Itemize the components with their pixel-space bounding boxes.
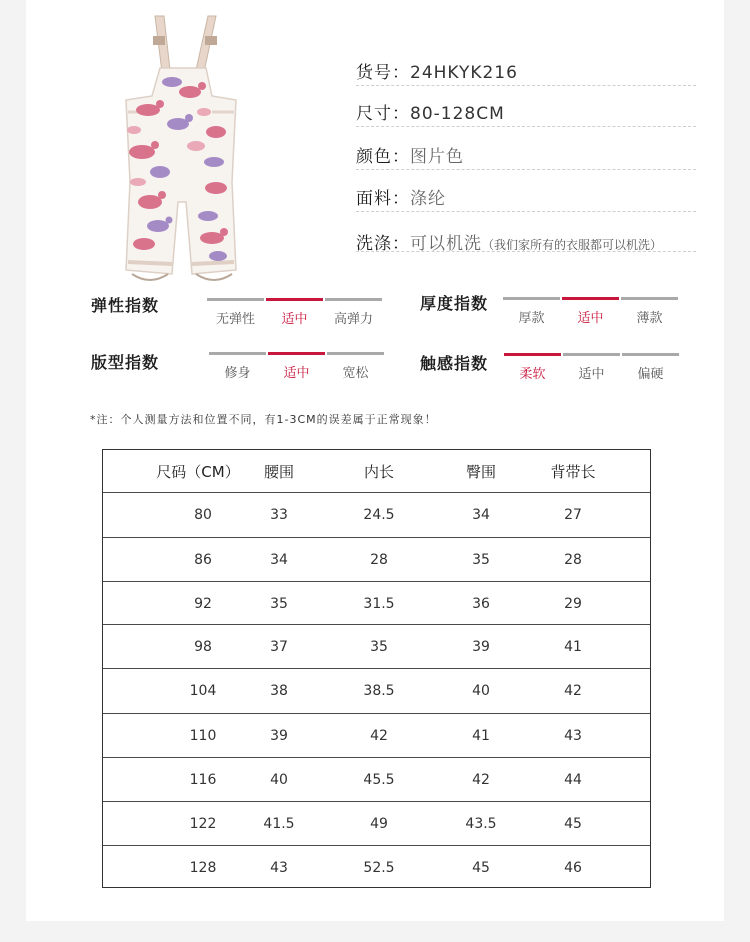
table-cell: 98 [194,638,212,655]
table-cell: 41.5 [263,815,295,832]
table-cell: 43.5 [465,815,497,832]
table-cell: 28 [564,551,582,568]
table-cell: 33 [270,506,288,523]
table-cell: 43 [270,859,288,876]
spec-size [356,99,696,127]
scale-option-selected: 柔软 [504,353,561,382]
elasticity-index-title: 弹性指数 [91,296,160,315]
header-cell: 腰围 [263,462,294,481]
spec-fabric [356,184,696,212]
table-cell: 45 [564,815,582,832]
spec-label: 面料： [356,189,410,209]
scale-option: 无弹性 [207,298,264,327]
table-cell: 116 [189,771,217,788]
table-cell: 39 [270,727,288,744]
table-cell: 27 [564,506,582,523]
scale-option: 适中 [563,353,620,382]
table-cell: 24.5 [363,506,395,523]
table-cell: 31.5 [363,595,395,612]
scale-option: 高弹力 [325,298,382,327]
table-cell: 80 [194,506,212,523]
thickness-index-title: 厚度指数 [420,294,489,313]
spec-value: 24HKYK216 [410,63,518,83]
table-cell: 42 [472,771,490,788]
table-cell: 38 [270,682,288,699]
spec-washing [356,229,696,252]
touch-scale [504,353,679,382]
table-cell: 43 [564,727,582,744]
spec-value: 图片色 [410,147,464,167]
size-table [102,449,651,888]
spec-value: 涤纶 [410,189,446,209]
header-cell: 臀围 [465,462,496,481]
table-cell: 29 [564,595,582,612]
scale-option-selected: 适中 [562,297,619,326]
table-row [103,492,650,536]
table-cell: 42 [370,727,388,744]
thickness-scale [503,297,678,326]
table-cell: 35 [370,638,388,655]
product-image [120,12,242,282]
spec-value: 可以机洗 [410,234,482,254]
table-row [103,537,650,581]
scale-option-selected: 适中 [268,352,325,381]
spec-note: （我们家所有的衣服都可以机洗） [482,238,663,252]
table-row [103,713,650,757]
table-cell: 122 [189,815,217,832]
table-cell: 34 [472,506,490,523]
elasticity-scale [207,298,382,327]
table-cell: 45 [472,859,490,876]
spec-label: 货号： [356,63,410,83]
table-cell: 41 [472,727,490,744]
scale-option-selected: 适中 [266,298,323,327]
table-cell: 52.5 [363,859,395,876]
table-row [103,624,650,668]
table-row [103,668,650,712]
table-cell: 39 [472,638,490,655]
touch-index-title: 触感指数 [420,354,489,373]
table-cell: 86 [194,551,212,568]
header-cell: 内长 [363,462,394,481]
fit-scale [209,352,384,381]
table-cell: 104 [189,682,217,699]
table-cell: 45.5 [363,771,395,788]
table-cell: 92 [194,595,212,612]
scale-option: 厚款 [503,297,560,326]
table-cell: 40 [472,682,490,699]
table-cell: 37 [270,638,288,655]
table-cell: 40 [270,771,288,788]
table-cell: 35 [270,595,288,612]
table-cell: 38.5 [363,682,395,699]
header-cell: 背带长 [550,462,596,481]
table-cell: 128 [189,859,217,876]
table-cell: 35 [472,551,490,568]
scale-option: 宽松 [327,352,384,381]
table-row [103,757,650,801]
table-cell: 41 [564,638,582,655]
table-cell: 49 [370,815,388,832]
spec-value: 80-128CM [410,104,505,124]
scale-option: 修身 [209,352,266,381]
fit-index-title: 版型指数 [91,353,160,372]
table-cell: 44 [564,771,582,788]
spec-label: 洗涤： [356,234,410,254]
table-cell: 36 [472,595,490,612]
table-cell: 28 [370,551,388,568]
spec-label: 尺寸： [356,104,410,124]
measurement-footnote: *注：个人测量方法和位置不同，有1-3CM的误差属于正常现象！ [90,413,437,426]
table-cell: 110 [189,727,217,744]
table-row [103,801,650,845]
spec-label: 颜色： [356,147,410,167]
scale-option: 偏硬 [622,353,679,382]
table-cell: 34 [270,551,288,568]
scale-option: 薄款 [621,297,678,326]
table-row [103,845,650,889]
table-header [103,450,650,492]
table-row [103,581,650,625]
table-cell: 42 [564,682,582,699]
header-cell: 尺码（CM） [156,462,240,481]
table-cell: 46 [564,859,582,876]
spec-color [356,142,696,170]
spec-item-no [356,58,696,86]
